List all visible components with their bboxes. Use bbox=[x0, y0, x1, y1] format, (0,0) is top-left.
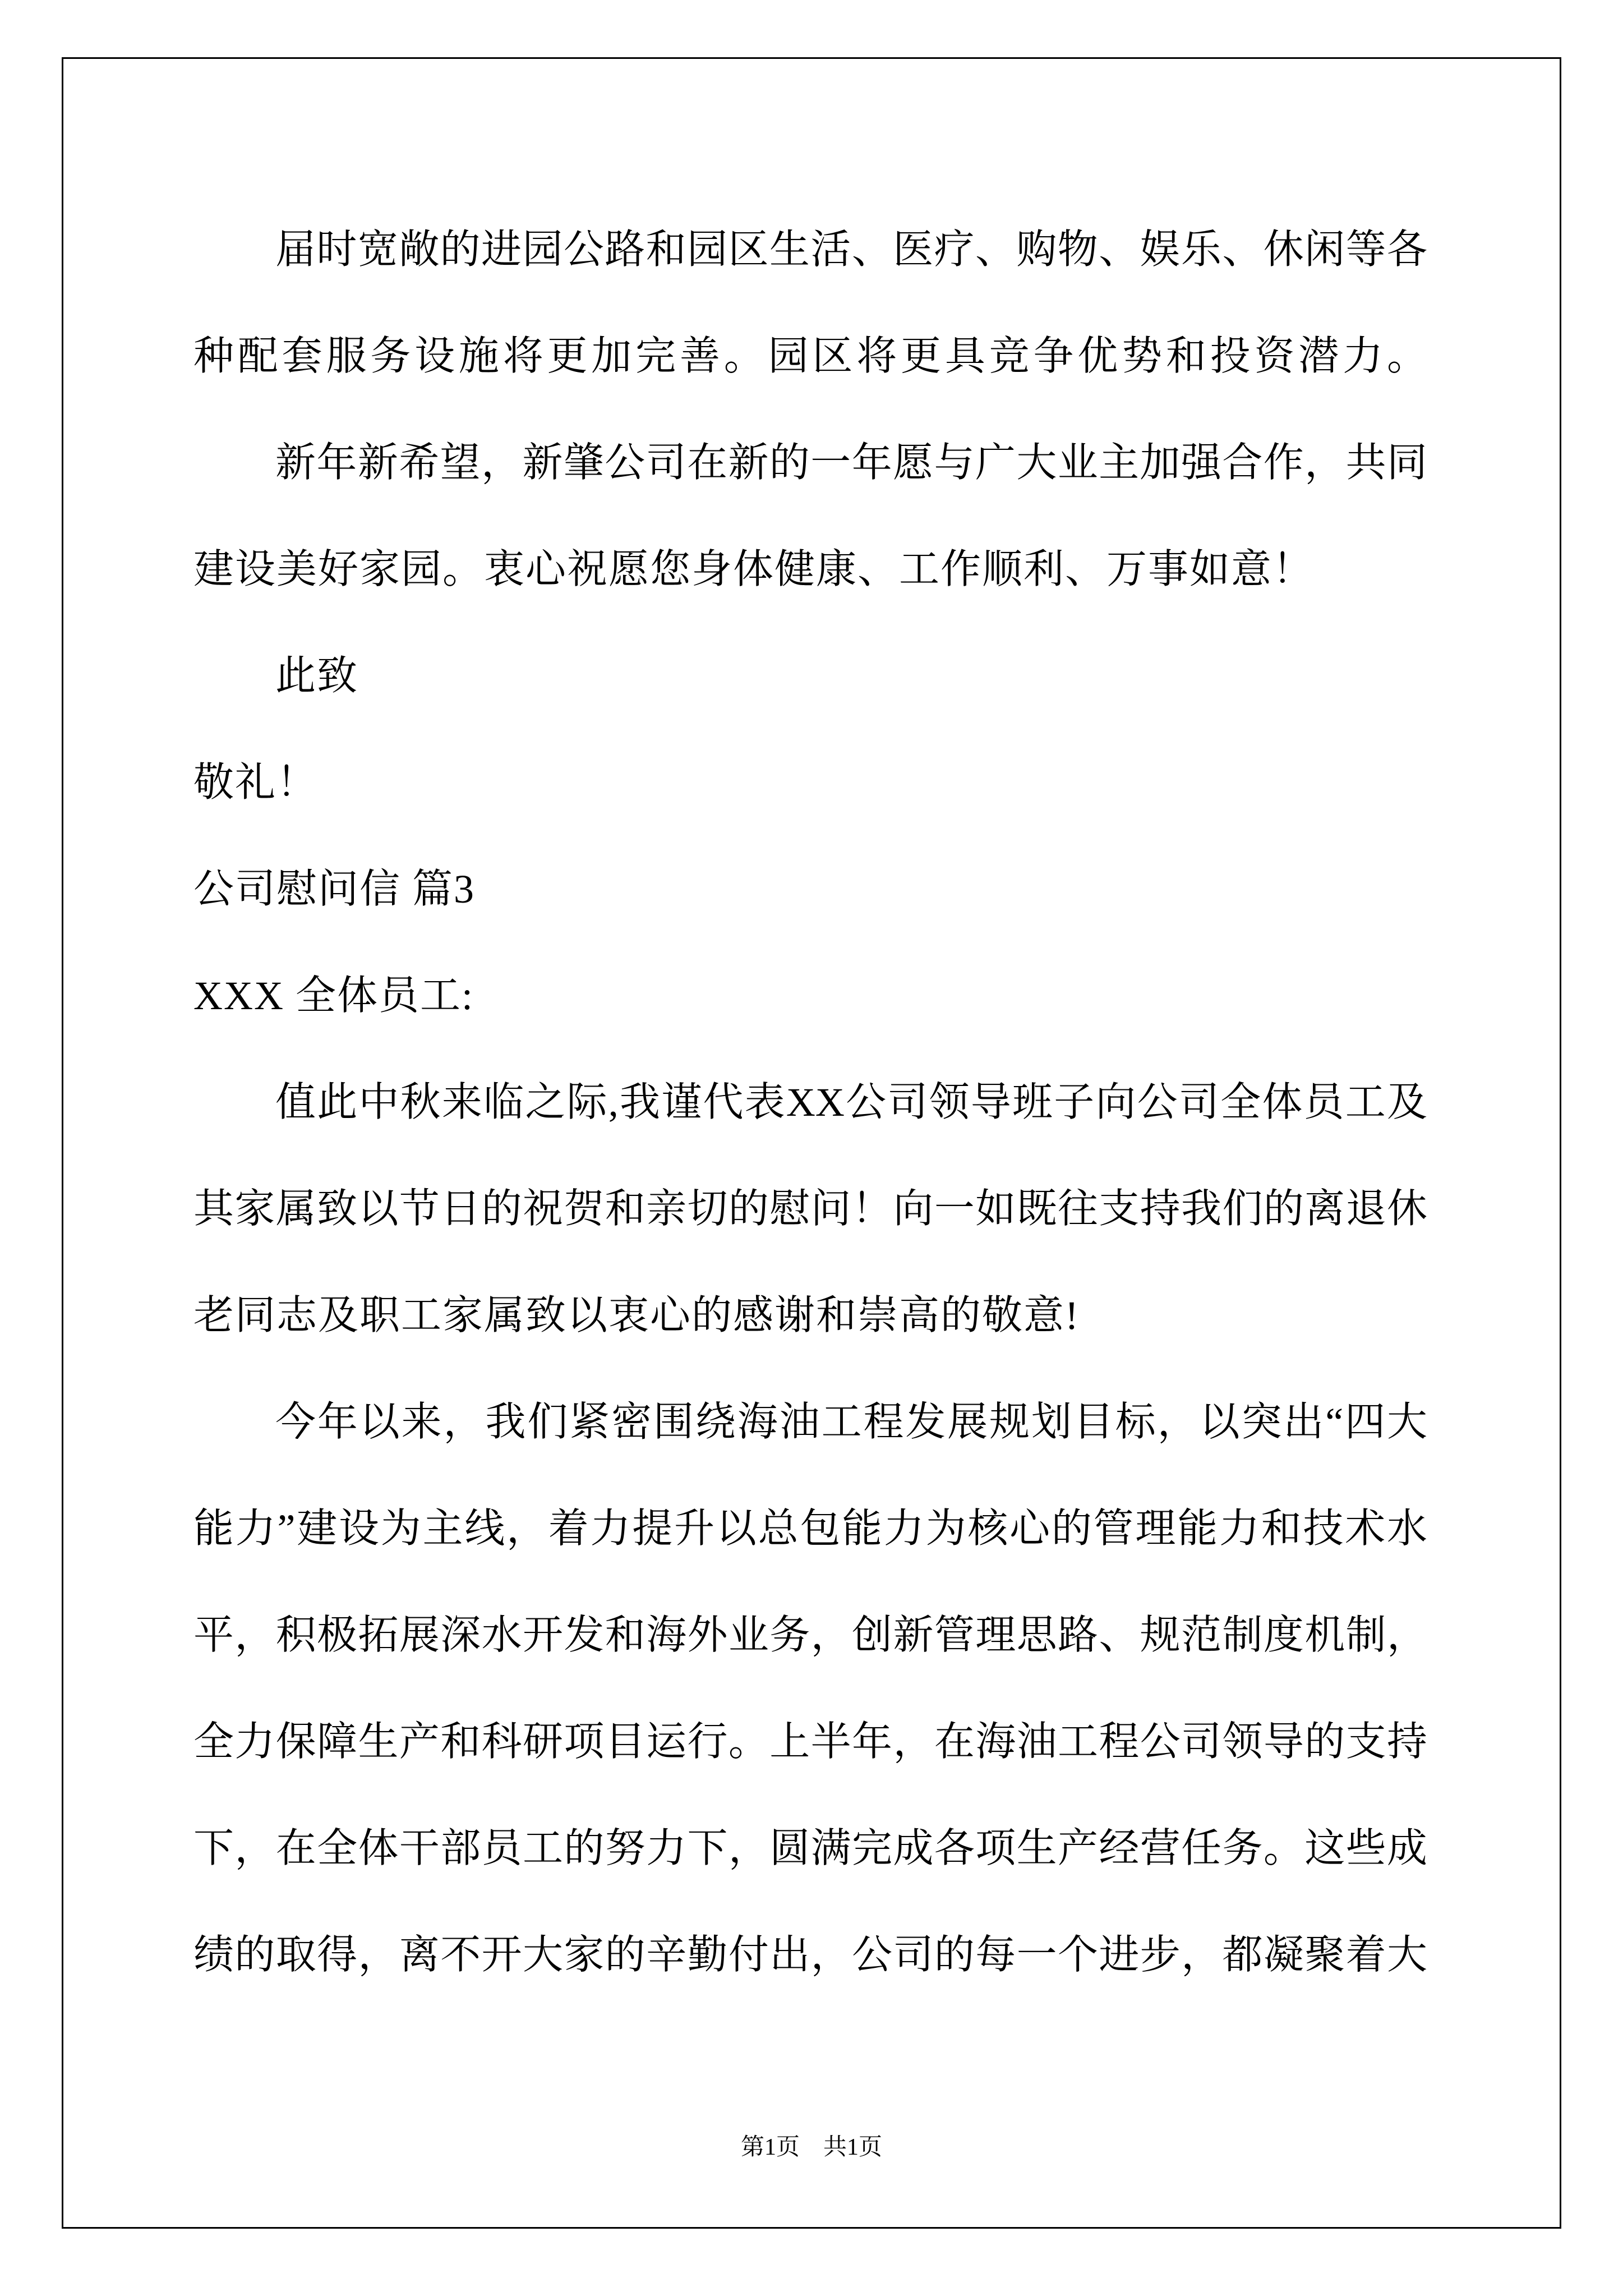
letter-body bbox=[193, 196, 1427, 2008]
closing-salutation-line: 此致 bbox=[275, 654, 359, 698]
addressee-line: XXX 全体员工: bbox=[193, 973, 474, 1018]
paragraph-line: 绩的取得，离不开大家的辛勤付出，公司的每一个进步，都凝聚着大 bbox=[193, 1932, 1427, 1977]
paragraph-line: 种配套服务设施将更加完善。园区将更具竞争优势和投资潜力。 bbox=[193, 334, 1427, 379]
paragraph-line: 下，在全体干部员工的努力下，圆满完成各项生产经营任务。这些成 bbox=[193, 1826, 1427, 1871]
paragraph-line: 能力”建设为主线，着力提升以总包能力为核心的管理能力和技术水 bbox=[193, 1506, 1427, 1551]
section-title-line: 公司慰问信 篇3 bbox=[193, 867, 476, 912]
closing-salute-line: 敬礼！ bbox=[193, 760, 319, 805]
paragraph-line: 届时宽敞的进园公路和园区生活、医疗、购物、娱乐、休闲等各 bbox=[275, 227, 1427, 272]
paragraph-line: 建设美好家园。衷心祝愿您身体健康、工作顺利、万事如意！ bbox=[193, 547, 1315, 592]
paragraph-line: 其家属致以节日的祝贺和亲切的慰问！向一如既往支持我们的离退休 bbox=[193, 1186, 1427, 1231]
paragraph-line: 全力保障生产和科研项目运行。上半年，在海油工程公司领导的支持 bbox=[193, 1719, 1427, 1764]
paragraph-line: 今年以来，我们紧密围绕海油工程发展规划目标，以突出“四大 bbox=[275, 1400, 1427, 1444]
page-number-footer: 第1页 共1页 bbox=[740, 2134, 882, 2160]
paragraph-line: 平，积极拓展深水开发和海外业务，创新管理思路、规范制度机制， bbox=[193, 1613, 1427, 1658]
paragraph-line: 老同志及职工家属致以衷心的感谢和崇高的敬意! bbox=[193, 1293, 1080, 1338]
paragraph-line: 值此中秋来临之际,我谨代表XX公司领导班子向公司全体员工及 bbox=[275, 1080, 1427, 1125]
paragraph-line: 新年新希望，新肇公司在新的一年愿与广大业主加强合作，共同 bbox=[275, 440, 1427, 485]
